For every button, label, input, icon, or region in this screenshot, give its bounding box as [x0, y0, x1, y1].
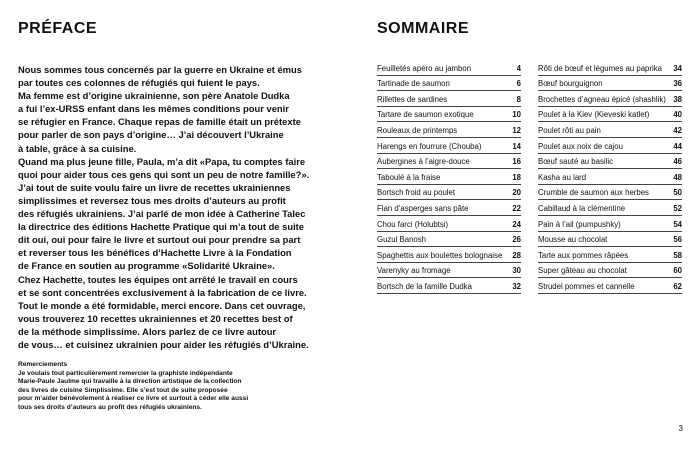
toc-entry[interactable]: [538, 154, 682, 170]
toc-entry[interactable]: [538, 107, 682, 123]
preface-line: Nous sommes tous concernés par la guerre en Ukraine et émus: [18, 64, 302, 75]
toc-entry-page: 34: [673, 63, 682, 73]
preface-body: [18, 63, 340, 351]
toc-entry-page: 52: [673, 203, 682, 213]
toc-entry-label: Poulet rôti au pain: [538, 125, 601, 135]
toc-entry-page: 40: [673, 110, 682, 120]
toc-entry[interactable]: [377, 247, 521, 263]
toc-entry-label: Poulet à la Kiev (Kieveski katlet): [538, 110, 650, 120]
acknowledgements-line: Je voulais tout particulièrement remercier la graphiste indépendante: [18, 369, 233, 377]
toc-entry-page: 56: [673, 235, 682, 245]
toc-column-left: [377, 60, 521, 294]
preface-line: et se sont concentrées exclusivement à la fabrication de ce livre.: [18, 286, 307, 298]
preface-line: Quand ma plus jeune fille, Paula, m’a dit «Papa, tu comptes faire: [18, 155, 306, 167]
toc-entry-label: Cabillaud à la clémentine: [538, 203, 626, 213]
toc-entry-page: 50: [673, 188, 682, 198]
toc-entry-page: 32: [512, 281, 521, 291]
toc-entry-label: Pain à l’ail (pumpushky): [538, 219, 621, 229]
toc-entry[interactable]: [377, 91, 521, 107]
toc-entry-label: Rôti de bœuf et légumes au paprika: [538, 63, 662, 73]
toc-entry[interactable]: [377, 216, 521, 232]
toc-entry-label: Spaghettis aux boulettes bolognaise: [377, 250, 503, 260]
toc-entry[interactable]: [538, 278, 682, 294]
preface-line: de la méthode simplissime. Alors parlez de ce livre autour: [18, 325, 277, 337]
acknowledgements-line: tous ses droits d’auteurs au profit des réfugiés ukrainiens.: [18, 403, 202, 411]
toc-entry-label: Guzul Banosh: [377, 235, 426, 245]
toc-entry-label: Tarte aux pommes râpées: [538, 250, 629, 260]
toc-entry-page: 46: [673, 157, 682, 167]
toc-entry-label: Bortsch froid au poulet: [377, 188, 456, 198]
toc-entry-page: 6: [516, 79, 521, 89]
toc-entry-label: Super gâteau au chocolat: [538, 266, 627, 276]
toc-entry-page: 26: [512, 235, 521, 245]
preface-line: de vous… et cuisinez ukrainien pour aider les réfugiés d’Ukraine.: [18, 338, 309, 350]
toc-entry-page: 62: [673, 281, 682, 291]
toc-entry-page: 54: [673, 219, 682, 229]
toc-entry-page: 16: [512, 157, 521, 167]
toc-entry[interactable]: [377, 76, 521, 92]
preface-line: Tout le monde a été formidable, merci encore. Dans cet ouvrage,: [18, 299, 306, 311]
toc-entry-page: 38: [673, 94, 682, 104]
preface-line: et reverser tous les bénéfices d’Hachette Livre à la Fondation: [18, 247, 292, 259]
toc-entry[interactable]: [538, 216, 682, 232]
toc-entry[interactable]: [377, 232, 521, 248]
acknowledgements: [18, 361, 268, 413]
toc-entry[interactable]: [377, 107, 521, 123]
toc-entry-page: 10: [512, 110, 521, 120]
toc-entry[interactable]: [377, 200, 521, 216]
toc-entry[interactable]: [538, 91, 682, 107]
toc-entry-page: 44: [673, 141, 682, 151]
toc-entry-label: Poulet aux noix de cajou: [538, 141, 623, 151]
toc-entry[interactable]: [538, 138, 682, 154]
toc-entry[interactable]: [538, 247, 682, 263]
preface-line: la directrice des éditions Hachette Pratique qui m’a tout de suite: [18, 221, 305, 233]
toc-entry-label: Harengs en fourrure (Chouba): [377, 141, 482, 151]
toc-entry-label: Bœuf bourguignon: [538, 79, 603, 89]
sommaire-title: SOMMAIRE: [377, 20, 469, 37]
toc-entry-page: 30: [512, 266, 521, 276]
toc-entry-page: 42: [673, 125, 682, 135]
toc-entry-label: Taboulé à la fraise: [377, 172, 441, 182]
toc-entry-page: 60: [673, 266, 682, 276]
preface-line: des réfugiés ukrainiens. J’ai parlé de mon idée à Catherine Talec: [18, 208, 306, 220]
toc-entry[interactable]: [538, 200, 682, 216]
toc-entry[interactable]: [377, 60, 521, 76]
toc-entry-page: 12: [512, 125, 521, 135]
toc-entry-label: Aubergines à l’aigre-douce: [377, 157, 470, 167]
preface-line: à table, grâce à sa cuisine.: [18, 142, 137, 154]
toc-entry-label: Brochettes d’agneau épicé (shashlik): [538, 94, 666, 104]
toc-entry[interactable]: [538, 122, 682, 138]
page-number: 3: [678, 424, 683, 433]
toc-entry[interactable]: [538, 169, 682, 185]
toc-entry[interactable]: [377, 278, 521, 294]
acknowledgements-line: pour m’aider bénévolement à réaliser ce livre et surtout à céder elle aussi: [18, 395, 249, 403]
toc-entry-page: 48: [673, 172, 682, 182]
toc-entry-page: 14: [512, 141, 521, 151]
toc-entry-page: 36: [673, 79, 682, 89]
toc-entry-page: 18: [512, 172, 521, 182]
preface-line: quoi pour aider tous ces gens qui sont un peu de notre famille?».: [18, 168, 310, 180]
toc-entry-page: 22: [512, 203, 521, 213]
toc-entry-label: Chou farci (Holubtsi): [377, 219, 449, 229]
toc-column-right: [538, 60, 682, 294]
preface-line: Ma femme est d’origine ukrainienne, son père Anatole Dudka: [18, 90, 290, 102]
toc-entry[interactable]: [538, 76, 682, 92]
preface-line: vous trouverez 10 recettes ukrainiennes et 20 recettes best of: [18, 312, 293, 324]
preface-line: se réfugier en France. Chaque repas de famille était un prétexte: [18, 116, 301, 128]
toc-entry-page: 58: [673, 250, 682, 260]
toc-entry-label: Tartare de saumon exotique: [377, 110, 474, 120]
preface-line: dit oui, oui pour faire le livre et surtout oui pour prendre sa part: [18, 234, 301, 246]
acknowledgements-title: Remerciements: [18, 361, 68, 368]
toc-entry[interactable]: [377, 263, 521, 279]
preface-line: J’ai tout de suite voulu faire un livre de recettes ukrainiennes: [18, 181, 291, 193]
preface-line: de France en soutien au programme «Solidarité Ukraine».: [18, 260, 275, 272]
toc-entry[interactable]: [377, 154, 521, 170]
toc-entry-label: Rouleaux de printemps: [377, 125, 458, 135]
toc-entry-label: Feuilletés apéro au jambon: [377, 63, 472, 73]
toc-entry-label: Crumble de saumon aux herbes: [538, 188, 649, 198]
toc-entry-label: Bœuf sauté au basilic: [538, 157, 613, 167]
preface-title: PRÉFACE: [18, 20, 98, 37]
toc-entry[interactable]: [377, 169, 521, 185]
toc-entry-page: 4: [516, 63, 521, 73]
toc-entry-page: 20: [512, 188, 521, 198]
toc-entry-label: Flan d’asperges sans pâte: [377, 203, 469, 213]
toc-entry[interactable]: [538, 60, 682, 76]
toc-entry-label: Rillettes de sardines: [377, 94, 448, 104]
toc-entry-page: 24: [512, 219, 521, 229]
toc-entry-page: 8: [516, 94, 521, 104]
toc-entry-label: Strudel pommes et cannelle: [538, 281, 635, 291]
toc-entry[interactable]: [538, 263, 682, 279]
toc-entry[interactable]: [377, 122, 521, 138]
toc-entry-label: Bortsch de la famille Dudka: [377, 281, 472, 291]
acknowledgements-line: des livres de cuisine Simplissime. Elle s’est tout de suite proposée: [18, 386, 228, 394]
toc-entry-label: Varenyky au fromage: [377, 266, 451, 276]
toc-entry-label: Kasha au lard: [538, 172, 587, 182]
acknowledgements-line: Marie-Paule Jaulme qui travaille à la direction artistique de la collection: [18, 378, 242, 386]
preface-line: a fui l’ex-URSS enfant dans les mêmes conditions pour venir: [18, 103, 289, 115]
toc-entry[interactable]: [538, 232, 682, 248]
preface-line: Chez Hachette, toutes les équipes ont arrêté le travail en cours: [18, 273, 298, 285]
preface-line: simplissimes et reversez tous mes droits d’auteurs au profit: [18, 194, 286, 206]
toc-entry-label: Tartinade de saumon: [377, 79, 450, 89]
preface-line: pour parler de son pays d’origine… J’ai découvert l’Ukraine: [18, 129, 284, 141]
toc-entry[interactable]: [377, 185, 521, 201]
toc-entry[interactable]: [538, 185, 682, 201]
preface-line: par toutes ces colonnes de réfugiés qui fuient le pays.: [18, 77, 260, 89]
toc-entry-label: Mousse au chocolat: [538, 235, 608, 245]
toc-entry[interactable]: [377, 138, 521, 154]
toc-entry-page: 28: [512, 250, 521, 260]
